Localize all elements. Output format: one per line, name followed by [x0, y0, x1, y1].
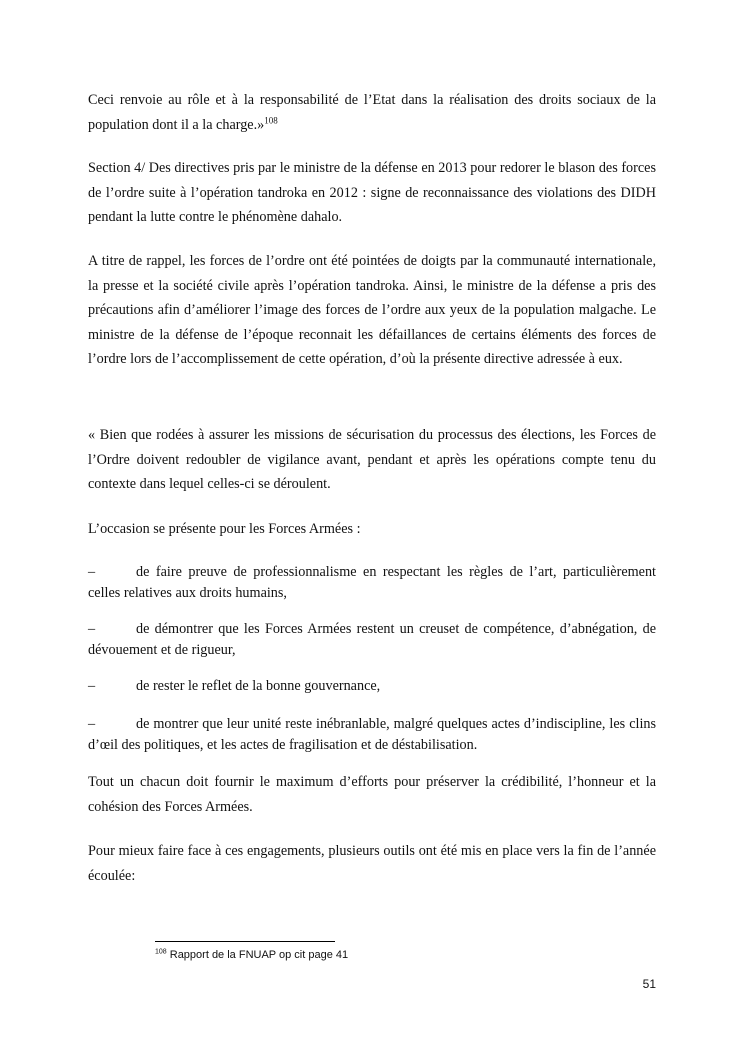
list-dash: – — [88, 621, 96, 637]
paragraph-reminder: A titre de rappel, les forces de l’ordre ont été pointées de doigts par la communauté internationale, la presse et la société civile après l’opération tandroka. Ainsi, le ministre de la défense a pris des précautions afin d’améliorer l’image des forces de l’ordre aux yeux de la population malgache. Le ministre de la défense de l’époque reconnait les défaillances de certains éléments des forces de l’ordre lors de l’accomplissement de cette opération, d’où la présente directive adressée à eux. — [88, 253, 656, 367]
section-4-heading: Section 4/ Des directives pris par le ministre de la défense en 2013 pour redorer le blason des forces de l’ordre suite à l’opération tandroka en 2012 : signe de reconnaissance des violations des DIDH pendant la lutte contre le phénomène dahalo. — [88, 160, 656, 225]
footnote-number: 108 — [155, 948, 167, 956]
list-dash: – — [88, 716, 96, 732]
footnote-text: Rapport de la FNUAP op cit page 41 — [169, 949, 349, 961]
paragraph-directive-quote: « Bien que rodées à assurer les missions de sécurisation du processus des élections, les Forces de l’Ordre doivent redoubler de vigilance avant, pendant et après les opérations compte tenu du contexte dans lequel celles-ci se déroulent. — [88, 427, 656, 492]
list-item: – de faire preuve de professionnalisme en respectant les règles de l’art, particulièrement celles relatives aux droits humains, — [88, 564, 656, 601]
footnote — [155, 949, 348, 961]
footnote-reference[interactable]: 108 — [264, 114, 278, 125]
list-item: – de montrer que leur unité reste inébranlable, malgré quelques actes d’indiscipline, les clins d’œil des politiques, et les actes de fragilisation et de déstabilisation. — [88, 716, 656, 753]
paragraph-occasion: L’occasion se présente pour les Forces Armées : — [88, 521, 361, 537]
footnote-separator — [155, 941, 335, 942]
paragraph-efforts: Tout un chacun doit fournir le maximum d’efforts pour préserver la crédibilité, l’honneur et la cohésion des Forces Armées. — [88, 774, 656, 815]
paragraph-state-responsibility: Ceci renvoie au rôle et à la responsabilité de l’Etat dans la réalisation des droits sociaux de la population dont il a la charge.»$^{108}$ — [88, 92, 656, 133]
paragraph-engagements: Pour mieux faire face à ces engagements, plusieurs outils ont été mis en place vers la fin de l’année écoulée: — [88, 843, 656, 884]
list-item: – de rester le reflet de la bonne gouvernance, — [88, 676, 656, 697]
list-dash: – — [88, 564, 96, 580]
page-number: 51 — [642, 977, 656, 991]
list-item: – de démontrer que les Forces Armées restent un creuset de compétence, d’abnégation, de dévouement et de rigueur, — [88, 621, 656, 658]
list-dash: – — [88, 678, 96, 694]
